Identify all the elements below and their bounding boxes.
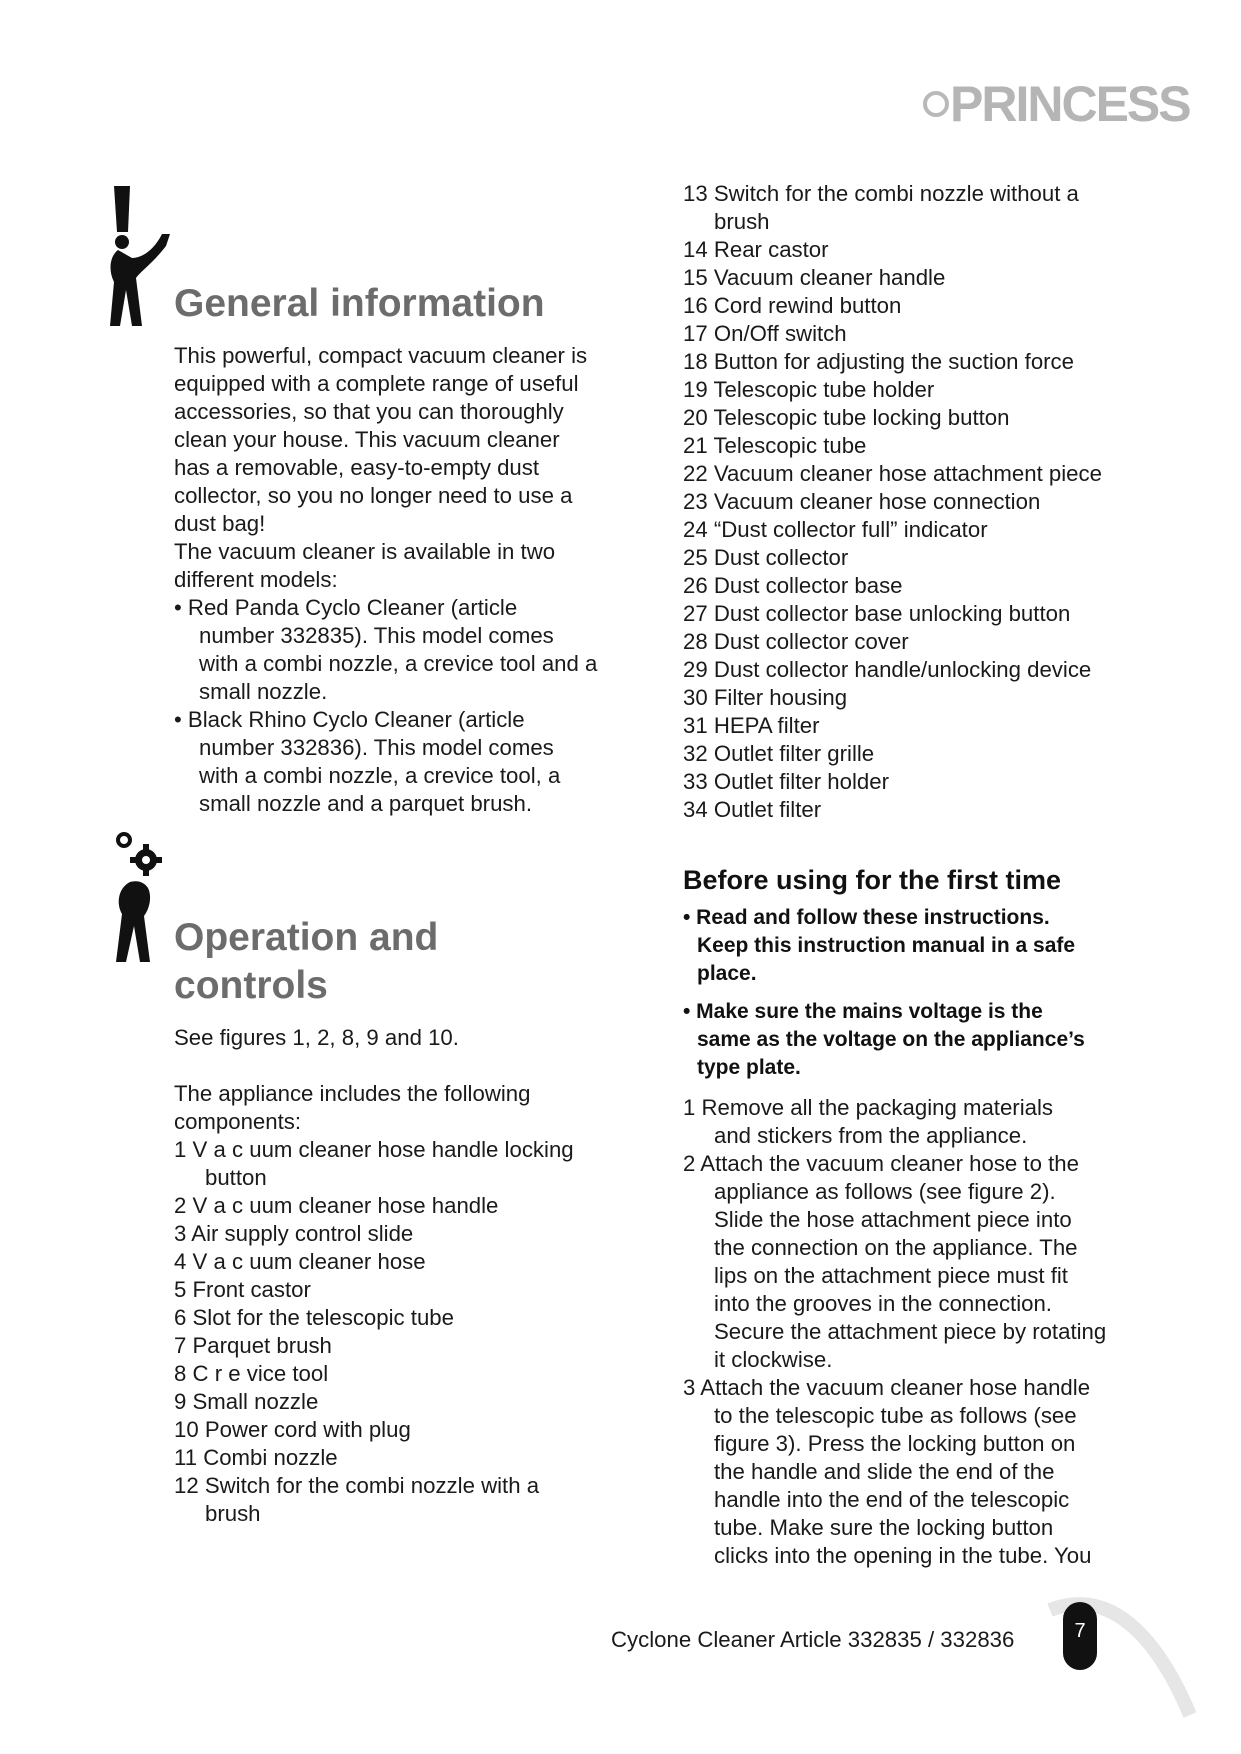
list-item: 11 Combi nozzle <box>174 1445 338 1470</box>
list-item: 24 “Dust collector full” indicator <box>683 517 988 542</box>
list-item: 26 Dust collector base <box>683 573 903 598</box>
steps-list <box>683 1094 1106 1570</box>
footer-article-text: Cyclone Cleaner Article 332835 / 332836 <box>611 1627 1015 1652</box>
step-line: figure 3). Press the locking button on <box>714 1431 1076 1456</box>
list-item: 13 Switch for the combi nozzle without a brush <box>683 181 1079 234</box>
list-item: 4 V a c uum cleaner hose <box>174 1249 426 1274</box>
components-list-left <box>174 1136 574 1528</box>
list-item: 6 Slot for the telescopic tube <box>174 1305 454 1330</box>
step-line: the connection on the appliance. The <box>714 1235 1078 1260</box>
intro-line: clean your house. This vacuum cleaner <box>174 427 560 452</box>
step-line: Slide the hose attachment piece into <box>714 1207 1072 1232</box>
step-line: the handle and slide the end of the <box>714 1459 1055 1484</box>
general-intro <box>174 342 587 594</box>
list-item: 2 V a c uum cleaner hose handle <box>174 1193 499 1218</box>
warning-mains-voltage: • Make sure the mains voltage is the same as the voltage on the appliance’s type plate. <box>683 1000 1085 1079</box>
list-item: 9 Small nozzle <box>174 1389 319 1414</box>
list-item: 34 Outlet filter <box>683 797 822 822</box>
list-item: 12 Switch for the combi nozzle with a brush <box>174 1473 540 1526</box>
list-item: 5 Front castor <box>174 1277 311 1302</box>
model-red-panda: • Red Panda Cyclo Cleaner (article number 332835). This model comes with a combi nozzle, a crevice tool and a small nozzle. <box>174 595 598 704</box>
step-line: clicks into the opening in the tube. You <box>714 1543 1092 1568</box>
list-item: 3 Air supply control slide <box>174 1221 414 1246</box>
list-item: 10 Power cord with plug <box>174 1417 411 1442</box>
general-info-heading: General information <box>174 282 545 325</box>
list-item: 17 On/Off switch <box>683 321 847 346</box>
list-item: 16 Cord rewind button <box>683 293 902 318</box>
list-item: 28 Dust collector cover <box>683 629 909 654</box>
intro-line: equipped with a complete range of useful <box>174 371 579 396</box>
intro-line: accessories, so that you can thoroughly <box>174 399 564 424</box>
step-line: it clockwise. <box>714 1347 833 1372</box>
components-intro: The appliance includes the following components: <box>174 1081 531 1134</box>
list-item: 33 Outlet filter holder <box>683 769 889 794</box>
general-info-icon <box>108 186 172 333</box>
page-number: 7 <box>1063 1602 1097 1670</box>
list-item: 31 HEPA filter <box>683 713 820 738</box>
list-item: 7 Parquet brush <box>174 1333 332 1358</box>
intro-line: dust bag! <box>174 511 266 536</box>
list-item: 21 Telescopic tube <box>683 433 867 458</box>
step-line: tube. Make sure the locking button <box>714 1515 1054 1540</box>
list-item: 30 Filter housing <box>683 685 848 710</box>
step-line: 3 Attach the vacuum cleaner hose handle <box>683 1375 1091 1400</box>
list-item: 23 Vacuum cleaner hose connection <box>683 489 1041 514</box>
step-line: handle into the end of the telescopic <box>714 1487 1070 1512</box>
princess-logo <box>922 72 1190 132</box>
warning-read-instructions: • Read and follow these instructions. Keep this instruction manual in a safe place. <box>683 906 1076 985</box>
step-line: into the grooves in the connection. <box>714 1291 1052 1316</box>
list-item: 32 Outlet filter grille <box>683 741 875 766</box>
operation-heading: Operation and controls <box>174 916 439 1007</box>
list-item: 8 C r e vice tool <box>174 1361 329 1386</box>
step-line: and stickers from the appliance. <box>714 1123 1028 1148</box>
list-item: 22 Vacuum cleaner hose attachment piece <box>683 461 1102 486</box>
components-list-right <box>683 180 1102 824</box>
model-black-rhino: • Black Rhino Cyclo Cleaner (article number 332836). This model comes with a combi nozzle, a crevice tool, a small nozzle and a parquet brush. <box>174 707 561 816</box>
before-use-heading: Before using for the first time <box>683 865 1062 895</box>
step-line: to the telescopic tube as follows (see <box>714 1403 1077 1428</box>
intro-line: has a removable, easy-to-empty dust <box>174 455 540 480</box>
list-item: 25 Dust collector <box>683 545 849 570</box>
list-item: 18 Button for adjusting the suction force <box>683 349 1074 374</box>
intro-line: collector, so you no longer need to use a <box>174 483 573 508</box>
intro-line: The vacuum cleaner is available in two <box>174 539 556 564</box>
operation-gear-icon <box>112 830 172 969</box>
list-item: 19 Telescopic tube holder <box>683 377 935 402</box>
list-item: 1 V a c uum cleaner hose handle locking button <box>174 1137 574 1190</box>
list-item: 15 Vacuum cleaner handle <box>683 265 946 290</box>
step-line: Secure the attachment piece by rotating <box>714 1319 1107 1344</box>
list-item: 20 Telescopic tube locking button <box>683 405 1010 430</box>
step-line: lips on the attachment piece must fit <box>714 1263 1068 1288</box>
list-item: 14 Rear castor <box>683 237 829 262</box>
intro-line: This powerful, compact vacuum cleaner is <box>174 343 588 368</box>
list-item: 29 Dust collector handle/unlocking device <box>683 657 1092 682</box>
see-figures: See figures 1, 2, 8, 9 and 10. <box>174 1025 459 1050</box>
step-line: appliance as follows (see figure 2). <box>714 1179 1056 1204</box>
step-line: 1 Remove all the packaging materials <box>683 1095 1053 1120</box>
list-item: 27 Dust collector base unlocking button <box>683 601 1071 626</box>
step-line: 2 Attach the vacuum cleaner hose to the <box>683 1151 1079 1176</box>
intro-line: different models: <box>174 567 338 592</box>
logo-wordmark: PRINCESS <box>950 76 1190 132</box>
